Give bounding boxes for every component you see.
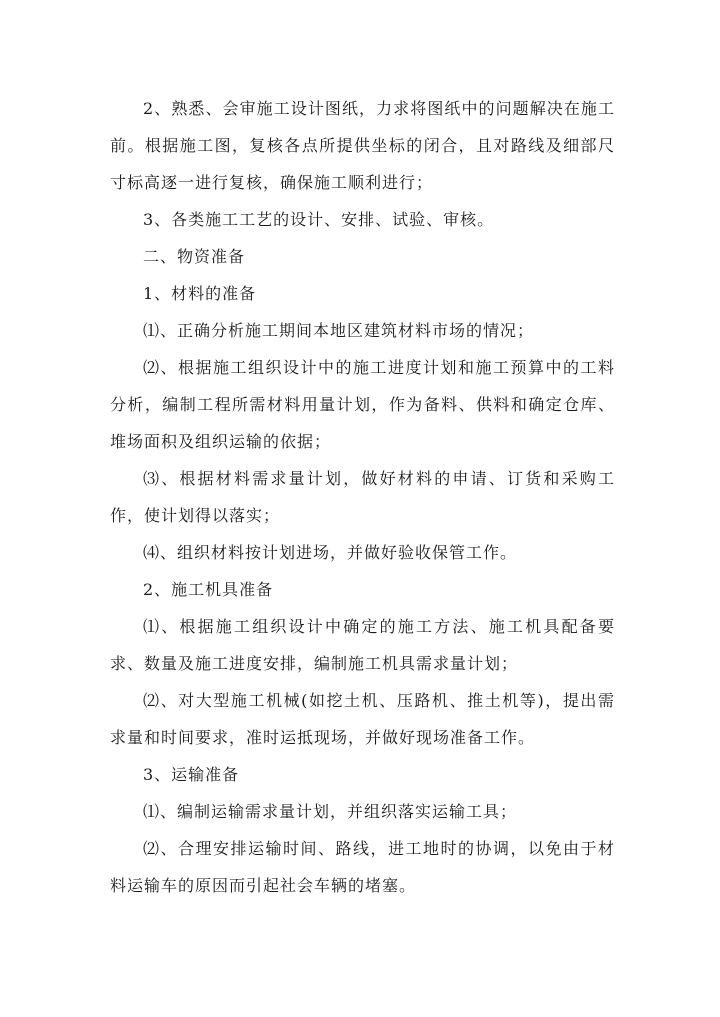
subheading-material-prep: 1、材料的准备 <box>143 284 257 303</box>
subheading-machinery-prep: 2、施工机具准备 <box>143 580 274 599</box>
paragraph-large-machinery: ⑵、对大型施工机械(如挖土机、压路机、推土机等)，提出需求量和时间要求，准时运抵现场，并做好现场准备工作。 <box>110 691 615 747</box>
paragraph-machinery-plan: ⑴、根据施工组织设计中确定的施工方法、施工机具配备要求、数量及施工进度安排，编制施工机具需求量计划； <box>110 617 615 673</box>
paragraph-material-plan: ⑵、根据施工组织设计中的施工进度计划和施工预算中的工料分析，编制工程所需材料用量计划，作为备料、供料和确定仓库、堆场面积及组织运输的依据； <box>110 358 615 451</box>
subheading-transport-prep: 3、运输准备 <box>143 765 240 784</box>
document-body <box>110 90 615 904</box>
paragraph-transport-plan: ⑴、编制运输需求量计划，并组织落实运输工具； <box>143 802 518 821</box>
paragraph-transport-schedule: ⑵、合理安排运输时间、路线，进工地时的协调，以免由于材料运输车的原因而引起社会车辆的堵塞。 <box>110 839 615 895</box>
paragraph-market-analysis: ⑴、正确分析施工期间本地区建筑材料市场的情况； <box>143 321 535 340</box>
paragraph-material-entry: ⑷、组织材料按计划进场，并做好验收保管工作。 <box>143 543 518 562</box>
paragraph-procurement: ⑶、根据材料需求量计划，做好材料的申请、订货和采购工作，使计划得以落实； <box>110 469 615 525</box>
paragraph-process-design: 3、各类施工工艺的设计、安排、试验、审核。 <box>143 210 495 229</box>
section-heading-materials-prep: 二、物资准备 <box>143 247 246 266</box>
paragraph-review-drawings: 2、熟悉、会审施工设计图纸，力求将图纸中的问题解决在施工前。根据施工图，复核各点所提供坐标的闭合，且对路线及细部尺寸标高逐一进行复核，确保施工顺利进行； <box>110 99 615 192</box>
